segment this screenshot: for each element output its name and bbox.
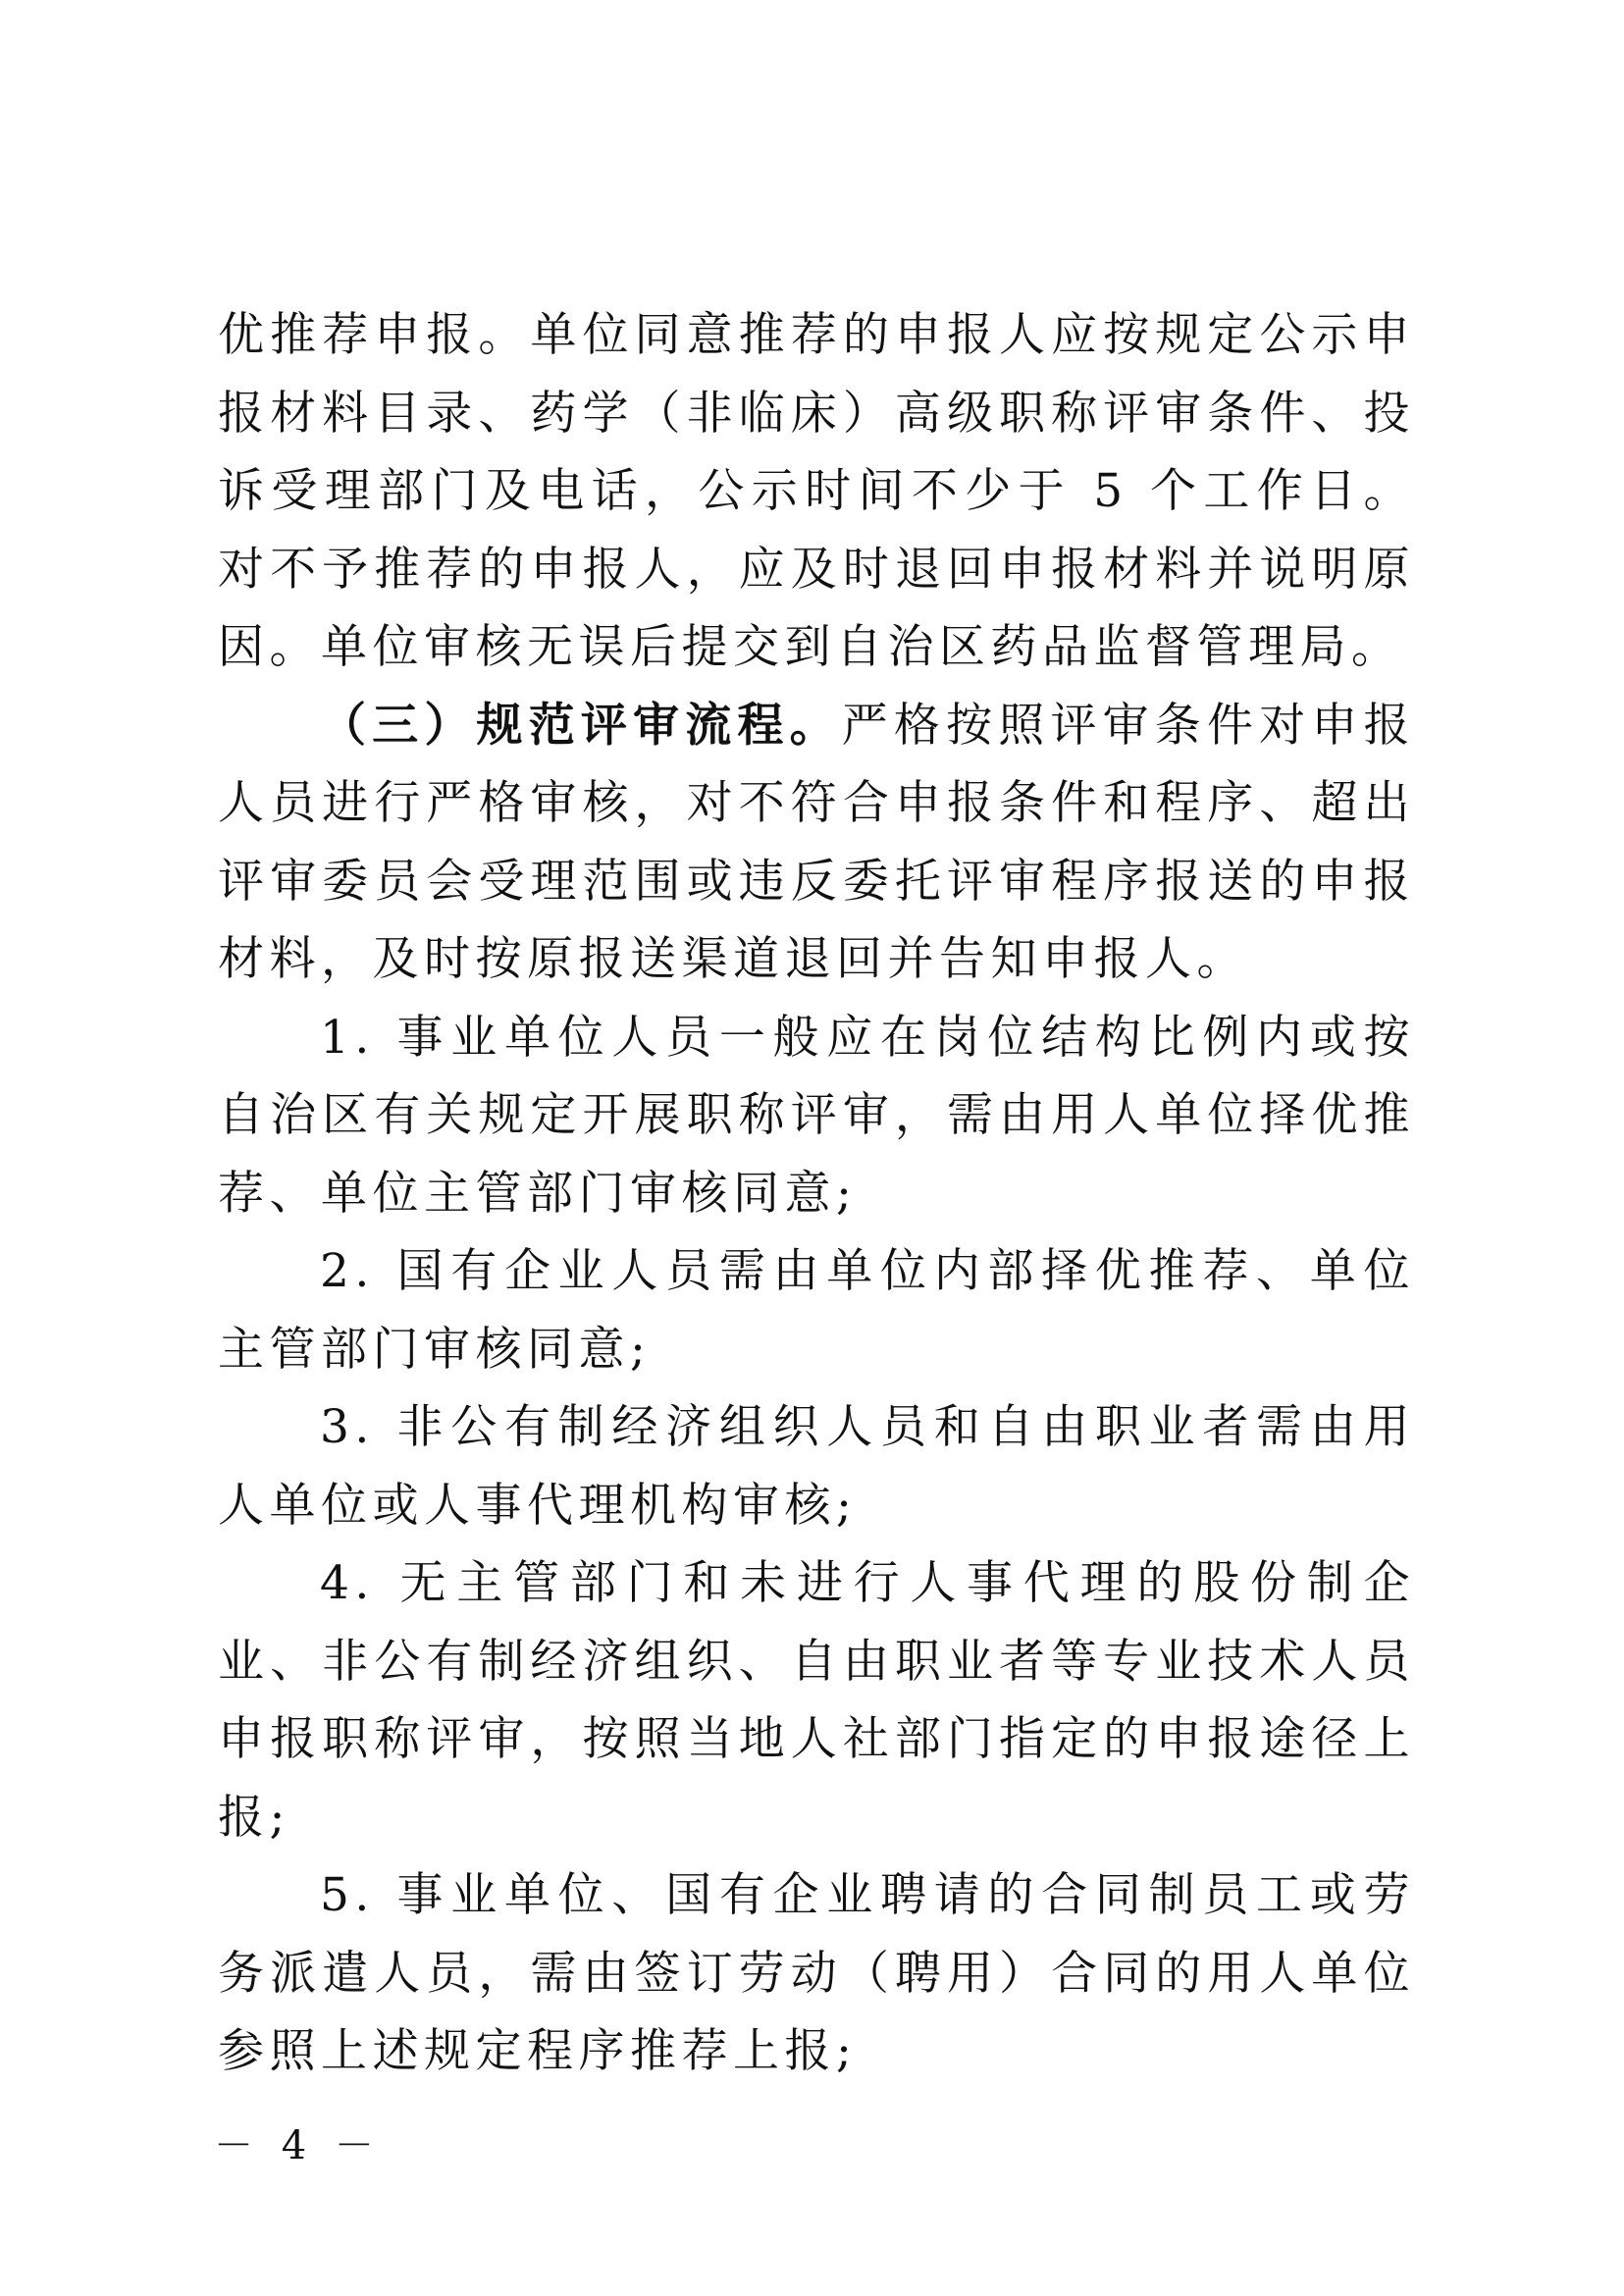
section-heading: （三）规范评审流程。 xyxy=(320,698,842,753)
paragraph-continuation: 优推荐申报。单位同意推荐的申报人应按规定公示申报材料目录、药学（非临床）高级职称评审条件、投诉受理部门及电话，公示时间不少于 5 个工作日。对不予推荐的申报人，应及时退回申报材料并说明原因。单位审核无误后提交到自治区药品监督管理局。 xyxy=(218,308,1415,674)
list-item-4: 4. 无主管部门和未进行人事代理的股份制企业、非公有制经济组织、自由职业者等专业技术人员申报职称评审，按照当地人社部门指定的申报途径上报; xyxy=(218,1556,1415,1845)
list-item-3: 3. 非公有制经济组织人员和自由职业者需由用人单位或人事代理机构审核; xyxy=(218,1400,1415,1533)
paragraph-section-three xyxy=(218,687,1415,999)
list-item-1: 1. 事业单位人员一般应在岗位结构比例内或按自治区有关规定开展职称评审，需由用人单位择优推荐、单位主管部门审核同意; xyxy=(218,1010,1415,1221)
section-text: 严格按照评审条件对申报人员进行严格审核，对不符合申报条件和程序、超出评审委员会受理范围或违反委托评审程序报送的申报材料，及时按原报送渠道退回并告知申报人。 xyxy=(218,698,1415,986)
list-item-2: 2. 国有企业人员需由单位内部择优推荐、单位主管部门审核同意; xyxy=(218,1244,1415,1377)
page-number: － 4 － xyxy=(214,2123,382,2168)
list-item-5: 5. 事业单位、国有企业聘请的合同制员工或劳务派遣人员，需由签订劳动（聘用）合同的用人单位参照上述规定程序推荐上报; xyxy=(218,1868,1415,2078)
body-text xyxy=(218,296,1415,2091)
